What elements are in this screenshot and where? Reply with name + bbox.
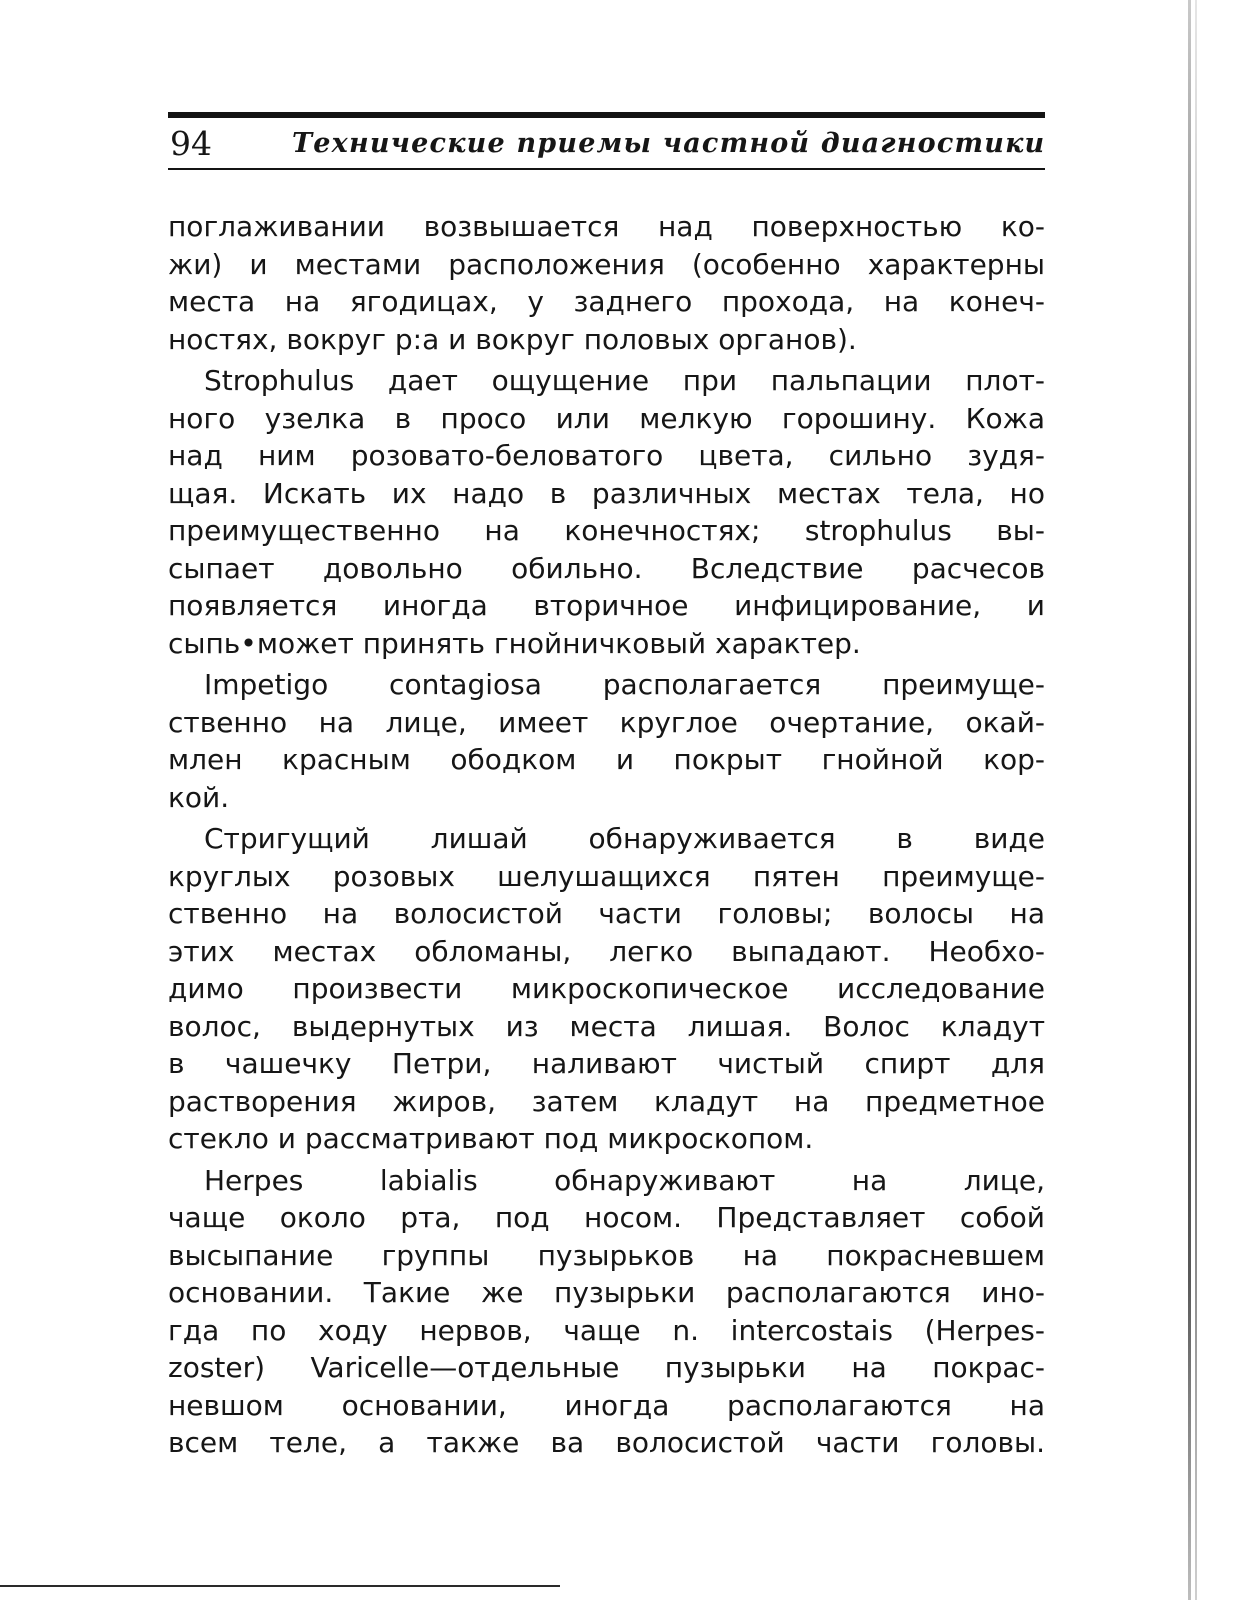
text-line: основании. Такие же пузырьки располагаются ино- [168, 1276, 1045, 1309]
text-line: стекло и рассматривают под микроскопом. [168, 1122, 814, 1155]
text-line: круглых розовых шелушащихся пятен преимуще- [168, 859, 1045, 893]
text-line: жи) и местами расположения (особенно характерны [168, 247, 1045, 281]
text-line: димо произвести микроскопическое исследование [168, 972, 1045, 1005]
header-top-rule [168, 112, 1045, 118]
text-line: растворения жиров, затем кладут на предметное [168, 1084, 1045, 1118]
paragraph-strophulus [168, 362, 1045, 662]
text-line: сыпает довольно обильно. Вследствие расчесов [168, 551, 1045, 585]
text-line: ного узелка в просо или мелкую горошину. Кожа [168, 401, 1045, 435]
paragraph-impetigo [168, 666, 1045, 816]
header-bottom-rule [168, 168, 1045, 170]
scan-binding-edge [1188, 0, 1191, 1600]
text-line: поглаживании возвышается над поверхностью ко- [168, 210, 1045, 243]
text-line: Strophulus дает ощущение при пальпации плот- [204, 364, 1045, 397]
text-line: Herpes labialis обнаруживают на лице, [204, 1163, 1045, 1197]
text-line: ностях, вокруг р:а и вокруг половых органов). [168, 322, 857, 356]
text-line: zoster) Varicelle—отдельные пузырьки на покрас- [168, 1351, 1045, 1384]
running-header-title: Технические приемы частной диагностики [292, 128, 1046, 159]
text-line: кой. [168, 780, 230, 814]
text-line: млен красным ободком и покрыт гнойной кор- [168, 743, 1045, 776]
paragraph-ringworm [168, 820, 1045, 1158]
paragraph-herpes [168, 1162, 1045, 1462]
paragraph-continuation [168, 208, 1045, 358]
text-line: высыпание группы пузырьков на покрасневшем [168, 1238, 1045, 1272]
text-line: преимущественно на конечностях; strophulus вы- [168, 514, 1045, 547]
text-line: сыпь•может принять гнойничковый характер. [168, 626, 861, 660]
text-line: в чашечку Петри, наливают чистый спирт для [168, 1047, 1045, 1080]
text-line: ственно на волосистой части головы; волосы на [168, 897, 1045, 930]
text-line: гда по ходу нервов, чаще n. intercostais (Herpes- [168, 1313, 1045, 1347]
text-line: Стригущий лишай обнаруживается в виде [204, 822, 1045, 855]
page-number: 94 [170, 124, 212, 163]
scan-binding-edge-shadow [1195, 0, 1197, 1600]
body-text [168, 208, 1045, 1462]
text-line: ственно на лице, имеет круглое очертание, окай- [168, 705, 1045, 739]
text-line: этих местах обломаны, легко выпадают. Необхо- [168, 934, 1045, 968]
text-line: места на ягодицах, у заднего прохода, на конеч- [168, 285, 1045, 318]
text-line: всем теле, а также ва волосистой части головы. [168, 1426, 1045, 1459]
text-line: над ним розовато-беловатого цвета, сильно зудя- [168, 439, 1045, 472]
text-line: щая. Искать их надо в различных местах тела, но [168, 476, 1045, 510]
text-line: волос, выдернутых из места лишая. Волос кладут [168, 1009, 1045, 1043]
text-line: чаще около рта, под носом. Представляет собой [168, 1201, 1045, 1234]
text-line: невшом основании, иногда располагаются на [168, 1388, 1045, 1422]
text-line: появляется иногда вторичное инфицирование, и [168, 589, 1045, 622]
scan-bottom-edge-line [0, 1585, 560, 1587]
text-line: Impetigo contagiosa располагается преимуще- [204, 668, 1045, 701]
